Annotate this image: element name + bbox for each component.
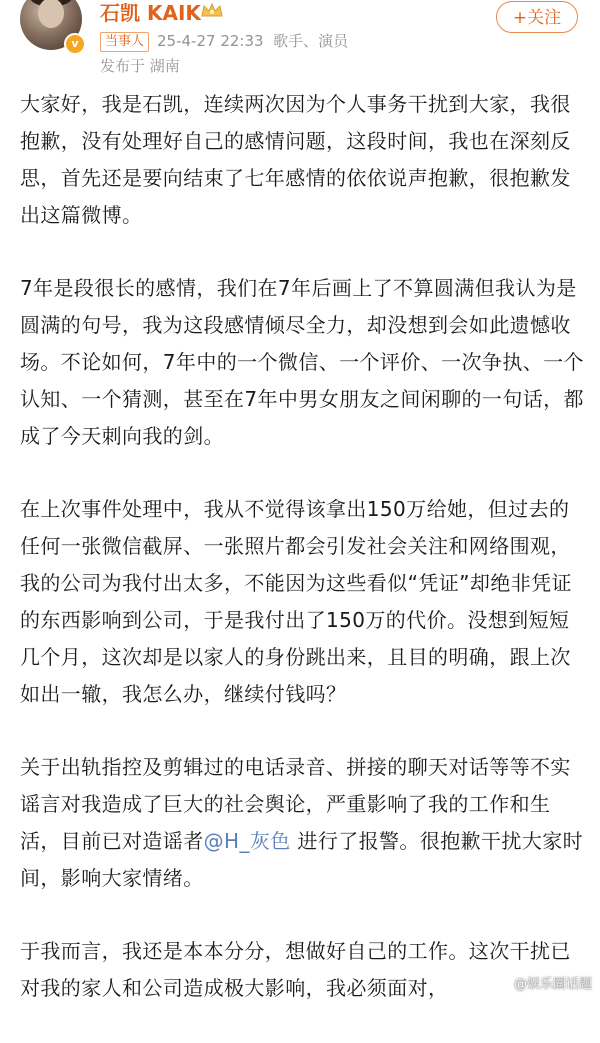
paragraph-1: 大家好，我是石凯，连续两次因为个人事务干扰到大家，我很抱歉，没有处理好自己的感情问题，这段时间，我也在深刻反思，首先还是要向结束了七年感情的依依说声抱歉，很抱歉发出这篇微博。 [20,92,571,227]
follow-button[interactable]: +关注 [496,1,578,33]
post-location: 发布于 湖南 [100,57,180,75]
paragraph-4 [20,749,586,897]
watermark: @娱乐圈话题 [513,977,592,992]
post-body [20,86,586,1043]
party-tag: 当事人 [100,32,149,52]
avatar-face [38,0,64,28]
post-meta [100,30,348,52]
mention-link[interactable]: @H_灰色 [203,829,291,853]
crown-icon [200,2,224,18]
paragraph-4-text-b: 进行了报警。很抱歉干扰大家时间，影响大家情绪。 [20,829,584,890]
paragraph-3: 在上次事件处理中，我从不觉得该拿出150万给她，但过去的任何一张微信截屏、一张照片都会引发社会关注和网络围观，我的公司为我付出太多，不能因为这些看似“凭证”却绝非凭证的东西影响到公司，于是我付出了150万的代价。没想到短短几个月，这次却是以家人的身份跳出来，且目的明确，跟上次如出一辙，我怎么办，继续付钱吗？ [20,497,572,706]
verified-badge-icon: v [64,33,86,55]
post-time: 25-4-27 22:33 [157,32,264,50]
paragraph-5: 于我而言，我还是本本分分，想做好自己的工作。这次干扰已对我的家人和公司造成极大影响，我必须面对， [20,939,571,1000]
post-header [0,0,600,82]
paragraph-2: 7年是段很长的感情，我们在7年后画上了不算圆满但我认为是圆满的句号，我为这段感情倾尽全力，却没想到会如此遗憾收场。不论如何，7年中的一个微信、一个评价、一次争执、一个认知、一个猜测，甚至在7年中男女朋友之间闲聊的一句话，都成了今天刺向我的剑。 [20,276,584,448]
user-roles: 歌手、演员 [273,32,349,50]
paragraph-4-text-a: 关于出轨指控及剪辑过的电话录音、拼接的聊天对话等等不实谣言对我造成了巨大的社会舆论，严重影响了我的工作和生活，目前已对造谣者 [20,755,571,853]
username[interactable]: 石凯 KAIK [100,1,201,25]
